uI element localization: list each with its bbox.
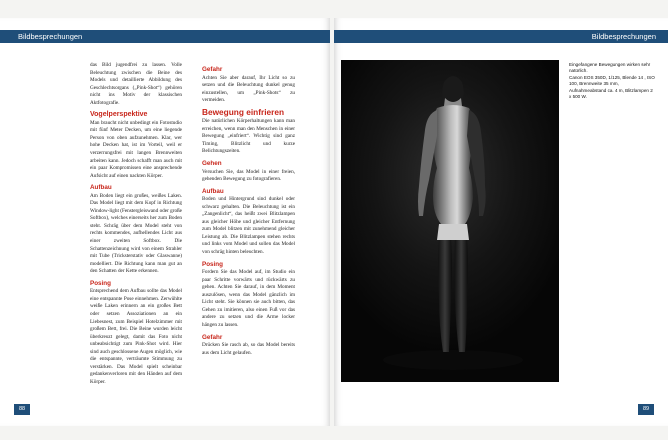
heading-posing-1: Posing — [90, 279, 111, 287]
heading-vogelperspektive: Vogelperspektive — [90, 111, 148, 119]
text-column-1 — [90, 62, 182, 389]
paragraph-posing-2: Fordern Sie das Model auf, im Studio ein paar Schritte vorwärts und rückwärts zu gehen. Achten Sie darauf, in dem Moment auszulösen, wenn das Model gänzlich im Licht steht. Sie können sie auch bitten, das Gehen zu imitieren, also einen Fuß vor das andere zu setzen und die Arme locker hängen zu lassen. — [202, 269, 295, 328]
paragraph-gehen: Versuchen Sie, das Model in einer freien, gehenden Bewegung zu fotografieren. — [202, 168, 295, 183]
figure-silhouette — [341, 60, 559, 382]
heading-bewegung-einfrieren: Bewegung einfrieren — [202, 106, 285, 117]
text-column-2 — [202, 62, 295, 360]
right-page-number: 89 — [638, 404, 654, 415]
paragraph-gefahr-1: Achten Sie aber darauf, Ihr Licht so zu setzen und die Beleuchtung dunkel genug einzustellen, um „Pink-Shots“ zu vermeiden. — [202, 74, 295, 104]
heading-gefahr-2: Gefahr — [202, 333, 223, 341]
photo-caption — [569, 62, 655, 100]
paragraph-aufbau-1: Am Boden liegt ein großes, weißes Laken. Das Model liegt mit dem Kopf in Richtung Window-light (Fenstergleiswand oder große Softbox), welches einerseits her zum Boden steht. Schräg über dem Model steht von rechts kommendes, aufhellendes Licht aus einer zweiten Softbox. Die Schattenzeichnung wird von einem Strahler mit Tube (Tricksterstativ oder Glaswanne) modelliert. Die Richtung kann man gut an den Schatten der Kette erkennen. — [90, 192, 182, 275]
heading-gehen: Gehen — [202, 160, 222, 168]
caption-line-2: Canon EOS 350D, 1/125, Blende 14 , ISO 100, Brennweite 35 mm, Aufnahmeabstand ca. 4 m, Blitzlampen 2 x 500 W. — [569, 74, 655, 100]
paragraph-vogelperspektive: Man braucht nicht unbedingt ein Fotostudio mit fünf Meter Decken, um eine liegende Person von oben aufzunehmen. Klar, wer hohe Decken hat, ist im Vorteil, weil er verzerrungsfrei mit langen Brennweiten arbeiten kann. Jedoch schafft man auch mit ein paar Kompromissen eine ansprechende Aufsicht auf einen nackten Körper. — [90, 119, 182, 179]
heading-aufbau-1: Aufbau — [90, 184, 112, 192]
paragraph-posing-1: Entsprechend dem Aufbau sollte das Model eine entspannte Pose einnehmen. Zerwühlte weiße Laken erinnern an ein großes Bett oder setzen Assoziationen an ein Liebesnest, zum Beispiel Hotelzimmer mit großem Bett, frei. Die Beine wurden leicht überkreuzt gelegt, damit das Foto nicht unbeabsichtigt zum Pink-Shot wird. Hier sind auch geschlossene Augen möglich, wie die entspannte, verträumte Stimmung zu verstärken. Das Model spielt scheinbar gedankenverloren mit den Händen auf dem Körper. — [90, 288, 182, 385]
paragraph-bewegung: Die natürlichen Körperhaltungen kann man erreichen, wenn man den Menschen in einer Bewegung „einfriert“. Wichtig sind ganz Timing, Blitzlicht und kurze Belichtungszeiten. — [202, 118, 295, 155]
figure-photo — [341, 60, 559, 382]
left-page-number: 88 — [14, 404, 30, 415]
paragraph-aufbau-2: Boden und Hintergrund sind dunkel oder schwarz gehalten. Die Beleuchtung ist ein „Zangenlicht“, das heißt zwei Blitzlampen aus gleicher Höhe und gleicher Entfernung zum Model blitzen mit zunehmend gleicher Leistung ab. Die Blitzlampen stehen rechts und links vom Model und sollen das Model von schräg hinten beleuchten. — [202, 196, 295, 256]
caption-line-1: Eingefangene Bewegungen wirken sehr natürlich. — [569, 62, 651, 74]
right-header-bar: Bildbesprechungen — [334, 30, 668, 43]
heading-gefahr-1: Gefahr — [202, 66, 223, 73]
paragraph-gefahr-2: Drücken Sie rasch ab, so das Model bereits aus dem Licht gelaufen. — [202, 342, 295, 356]
intro-paragraph: das Bild jugendfrei zu lassen. Volle Beleuchtung zwischen die Beine des Models und detaillierte Abbildung des Geschlechtsorgans („Pink-Shot“) gehören nicht ins Motiv der klassischen Aktfotografie. — [90, 62, 182, 106]
heading-aufbau-2: Aufbau — [202, 187, 224, 195]
left-header-bar: Bildbesprechungen — [0, 30, 330, 43]
heading-posing-2: Posing — [202, 260, 223, 268]
